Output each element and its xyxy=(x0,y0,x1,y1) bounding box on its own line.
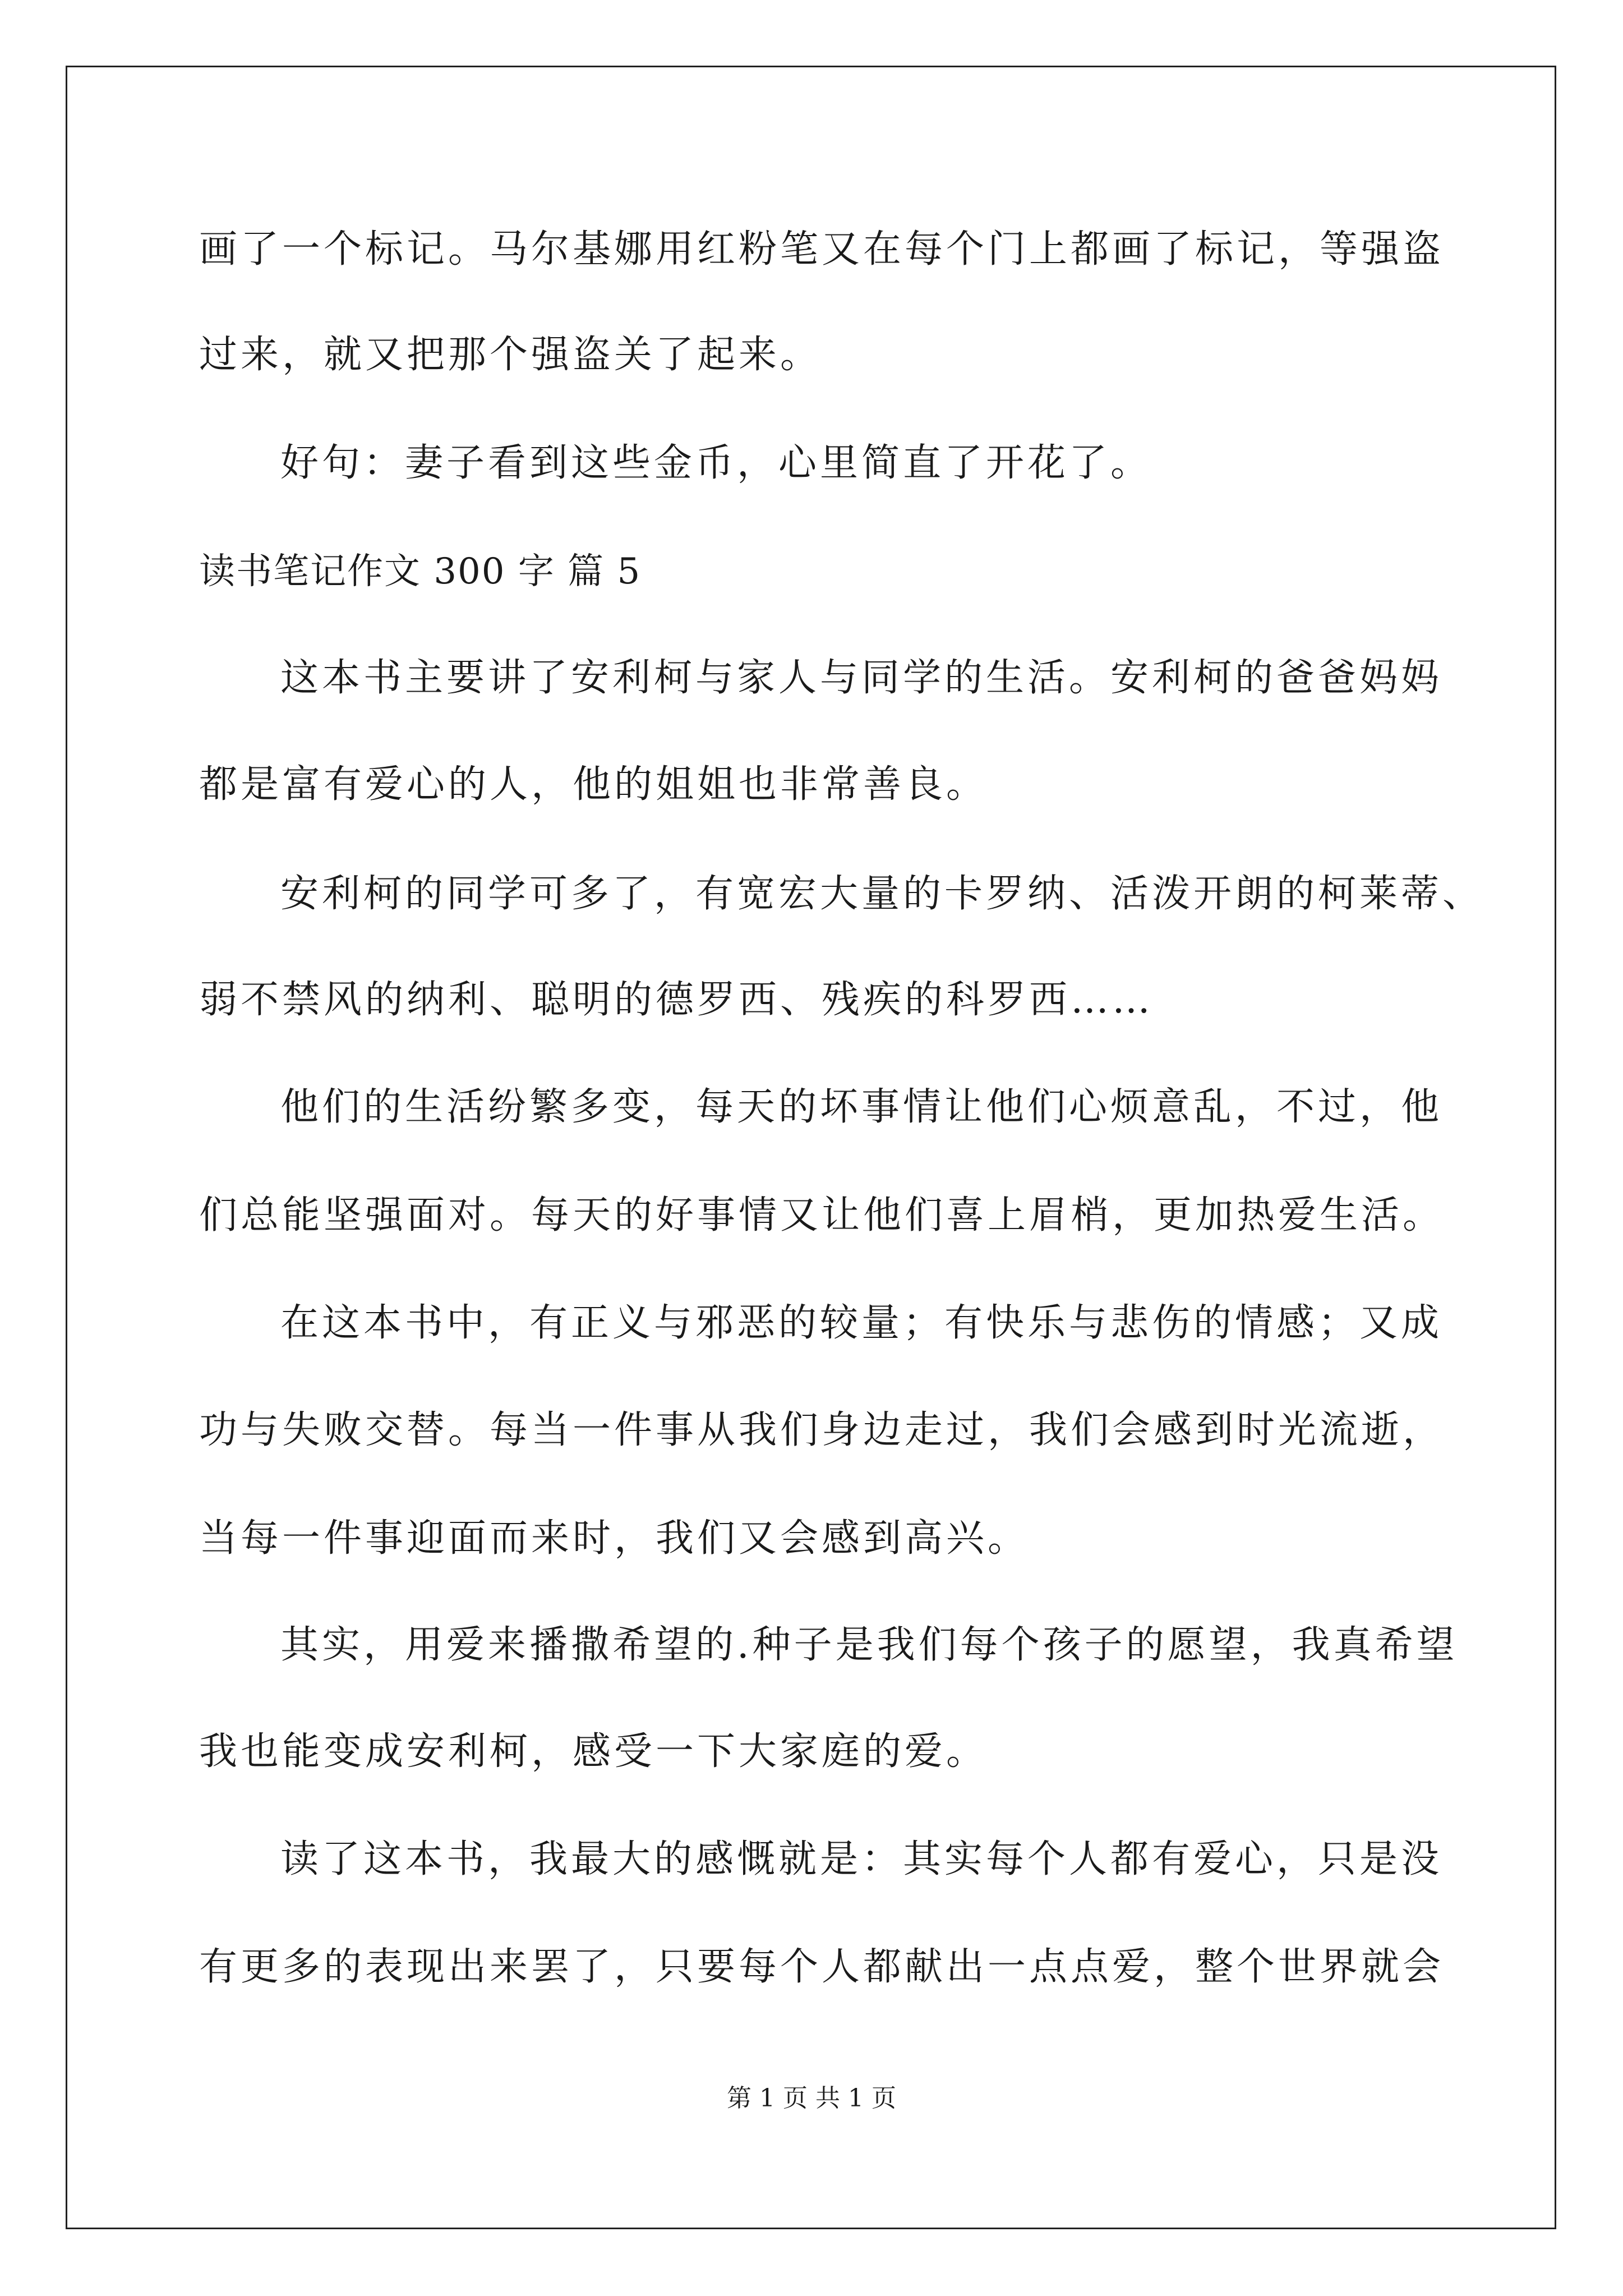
text-line: 好句：妻子看到这些金币，心里简直了开花了。 xyxy=(280,441,1152,485)
text-line: 画了一个标记。马尔基娜用红粉笔又在每个门上都画了标记，等强盗 xyxy=(199,227,1445,272)
text-line: 们总能坚强面对。每天的好事情又让他们喜上眉梢，更加热爱生活。 xyxy=(199,1193,1445,1237)
text-line: 在这本书中，有正义与邪恶的较量；有快乐与悲伤的情感；又成 xyxy=(280,1301,1443,1345)
text-line: 弱不禁风的纳利、聪明的德罗西、残疾的科罗西…… xyxy=(199,978,1154,1022)
text-line: 功与失败交替。每当一件事从我们身边走过，我们会感到时光流逝， xyxy=(199,1408,1445,1452)
text-line: 安利柯的同学可多了，有宽宏大量的卡罗纳、活泼开朗的柯莱蒂、 xyxy=(280,872,1484,916)
text-line: 读了这本书，我最大的感慨就是：其实每个人都有爱心，只是没 xyxy=(280,1837,1443,1881)
text-line: 都是富有爱心的人，他的姐姐也非常善良。 xyxy=(199,762,988,807)
page-border xyxy=(66,66,1556,2229)
text-line: 有更多的表现出来罢了，只要每个人都献出一点点爱，整个世界就会 xyxy=(199,1945,1445,1989)
text-line: 过来，就又把那个强盗关了起来。 xyxy=(199,333,822,377)
text-line: 我也能变成安利柯，感受一下大家庭的爱。 xyxy=(199,1729,988,1774)
section-heading: 读书笔记作文 300 字 篇 5 xyxy=(199,551,642,592)
text-line: 他们的生活纷繁多变，每天的坏事情让他们心烦意乱，不过，他 xyxy=(280,1085,1443,1129)
text-line: 这本书主要讲了安利柯与家人与同学的生活。安利柯的爸爸妈妈 xyxy=(280,656,1443,700)
text-line: 当每一件事迎面而来时，我们又会感到高兴。 xyxy=(199,1516,1030,1561)
page-footer: 第 1 页 共 1 页 xyxy=(727,2084,896,2113)
text-line: 其实，用爱来播撒希望的.种子是我们每个孩子的愿望，我真希望 xyxy=(280,1623,1458,1667)
